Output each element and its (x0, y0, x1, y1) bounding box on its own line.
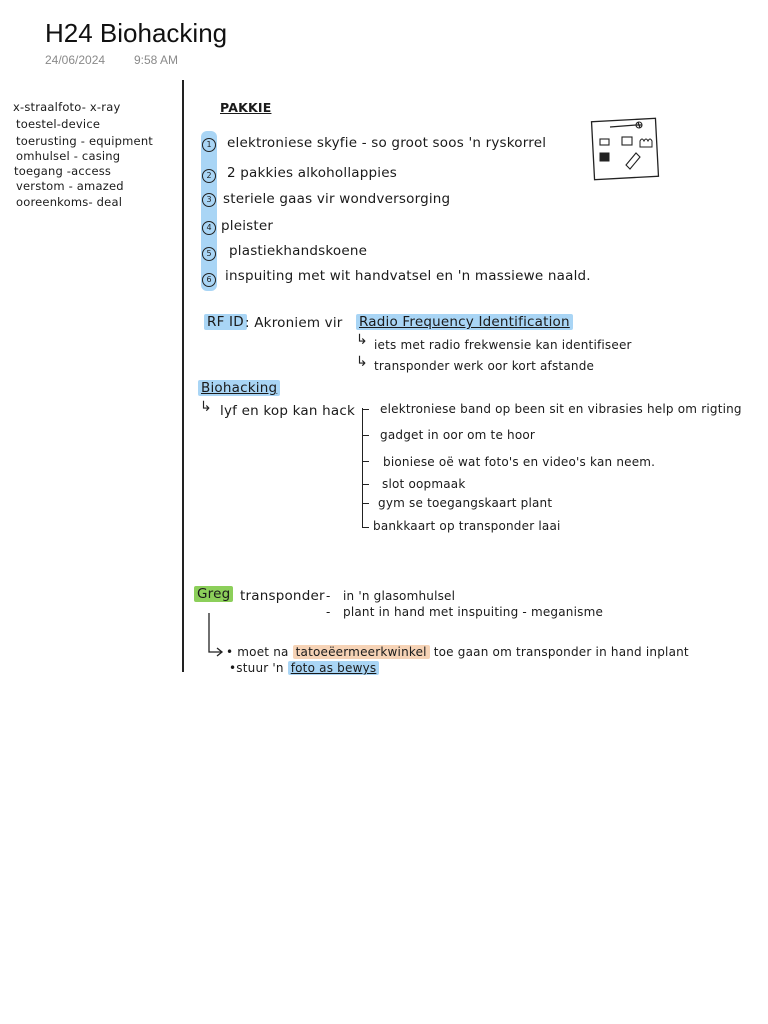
item-number: 3 (202, 193, 216, 207)
pakkie-item: 2 pakkies alkohollappies (227, 165, 397, 181)
rfid-note: iets met radio frekwensie kan identifiseer (374, 338, 632, 352)
vocab-item: toerusting - equipment (16, 134, 154, 148)
bracket-tick (362, 461, 369, 462)
note-time: 9:58 AM (134, 53, 179, 67)
vocab-item: x-straalfoto- x-ray (13, 100, 121, 114)
rfid-note: transponder werk oor kort afstande (374, 359, 595, 373)
bracket-tick (362, 409, 369, 410)
pakkie-item: elektroniese skyfie - so groot soos 'n ryskorrel (227, 135, 547, 151)
item-number: 5 (202, 247, 216, 261)
arrow-icon: ↳ (356, 332, 368, 348)
vocab-item: omhulsel - casing (16, 149, 121, 163)
item-number: 4 (202, 221, 216, 235)
bracket-line (362, 408, 363, 528)
package-sketch (590, 117, 660, 181)
greg-arrow-icon (203, 612, 225, 658)
pakkie-item: steriele gaas vir wondversorging (223, 191, 451, 207)
biohacking-item: slot oopmaak (382, 477, 466, 491)
rfid-definition: : Akroniem vir (245, 315, 343, 331)
greg-note: • moet na tatoeëermeerkwinkel toe gaan om transponder in hand inplant (226, 645, 689, 659)
greg-word: transponder (240, 588, 325, 604)
note-date: 24/06/2024 (45, 53, 106, 67)
item-number: 6 (202, 273, 216, 287)
vocab-item: toestel-device (16, 117, 101, 131)
biohacking-item: bankkaart op transponder laai (373, 519, 561, 533)
biohacking-item: elektroniese band op been sit en vibrasies help om rigting (380, 402, 742, 416)
pakkie-heading: PAKKIE (220, 100, 272, 115)
bracket-tick (362, 435, 369, 436)
greg-note: •stuur 'n foto as bewys (229, 661, 379, 675)
bullet-icon: • (229, 661, 237, 675)
margin-divider (182, 80, 184, 672)
pakkie-item: inspuiting met wit handvatsel en 'n massiewe naald. (225, 268, 591, 284)
page-title: H24 Biohacking (45, 18, 228, 48)
biohacking-item: gym se toegangskaart plant (378, 496, 553, 510)
number-highlight (201, 131, 217, 291)
pakkie-item: plastiekhandskoene (229, 243, 368, 259)
biohacking-item: gadget in oor om te hoor (380, 428, 536, 442)
greg-fact: in 'n glasomhulsel (343, 589, 456, 603)
bracket-tick (362, 527, 369, 528)
arrow-icon: ↳ (200, 399, 212, 415)
rfid-term: Radio Frequency Identification (356, 314, 573, 330)
pakkie-item: pleister (221, 218, 274, 234)
dash: - (326, 589, 331, 603)
bracket-tick (362, 484, 369, 485)
vocab-item: toegang -access (14, 164, 112, 178)
item-number: 1 (202, 138, 216, 152)
bullet-icon: • (226, 645, 234, 659)
dash: - (326, 605, 331, 619)
biohacking-lead: lyf en kop kan hack (220, 403, 355, 419)
vocab-item: ooreenkoms- deal (16, 195, 123, 209)
greg-label: Greg (194, 586, 233, 602)
arrow-icon: ↳ (356, 354, 368, 370)
bracket-tick (362, 503, 369, 504)
vocab-item: verstom - amazed (16, 179, 124, 193)
greg-fact: plant in hand met inspuiting - meganisme (343, 605, 604, 619)
rfid-label: RF ID (204, 314, 247, 330)
item-number: 2 (202, 169, 216, 183)
biohacking-item: bioniese oë wat foto's en video's kan neem. (383, 455, 656, 469)
biohacking-label: Biohacking (198, 380, 280, 396)
